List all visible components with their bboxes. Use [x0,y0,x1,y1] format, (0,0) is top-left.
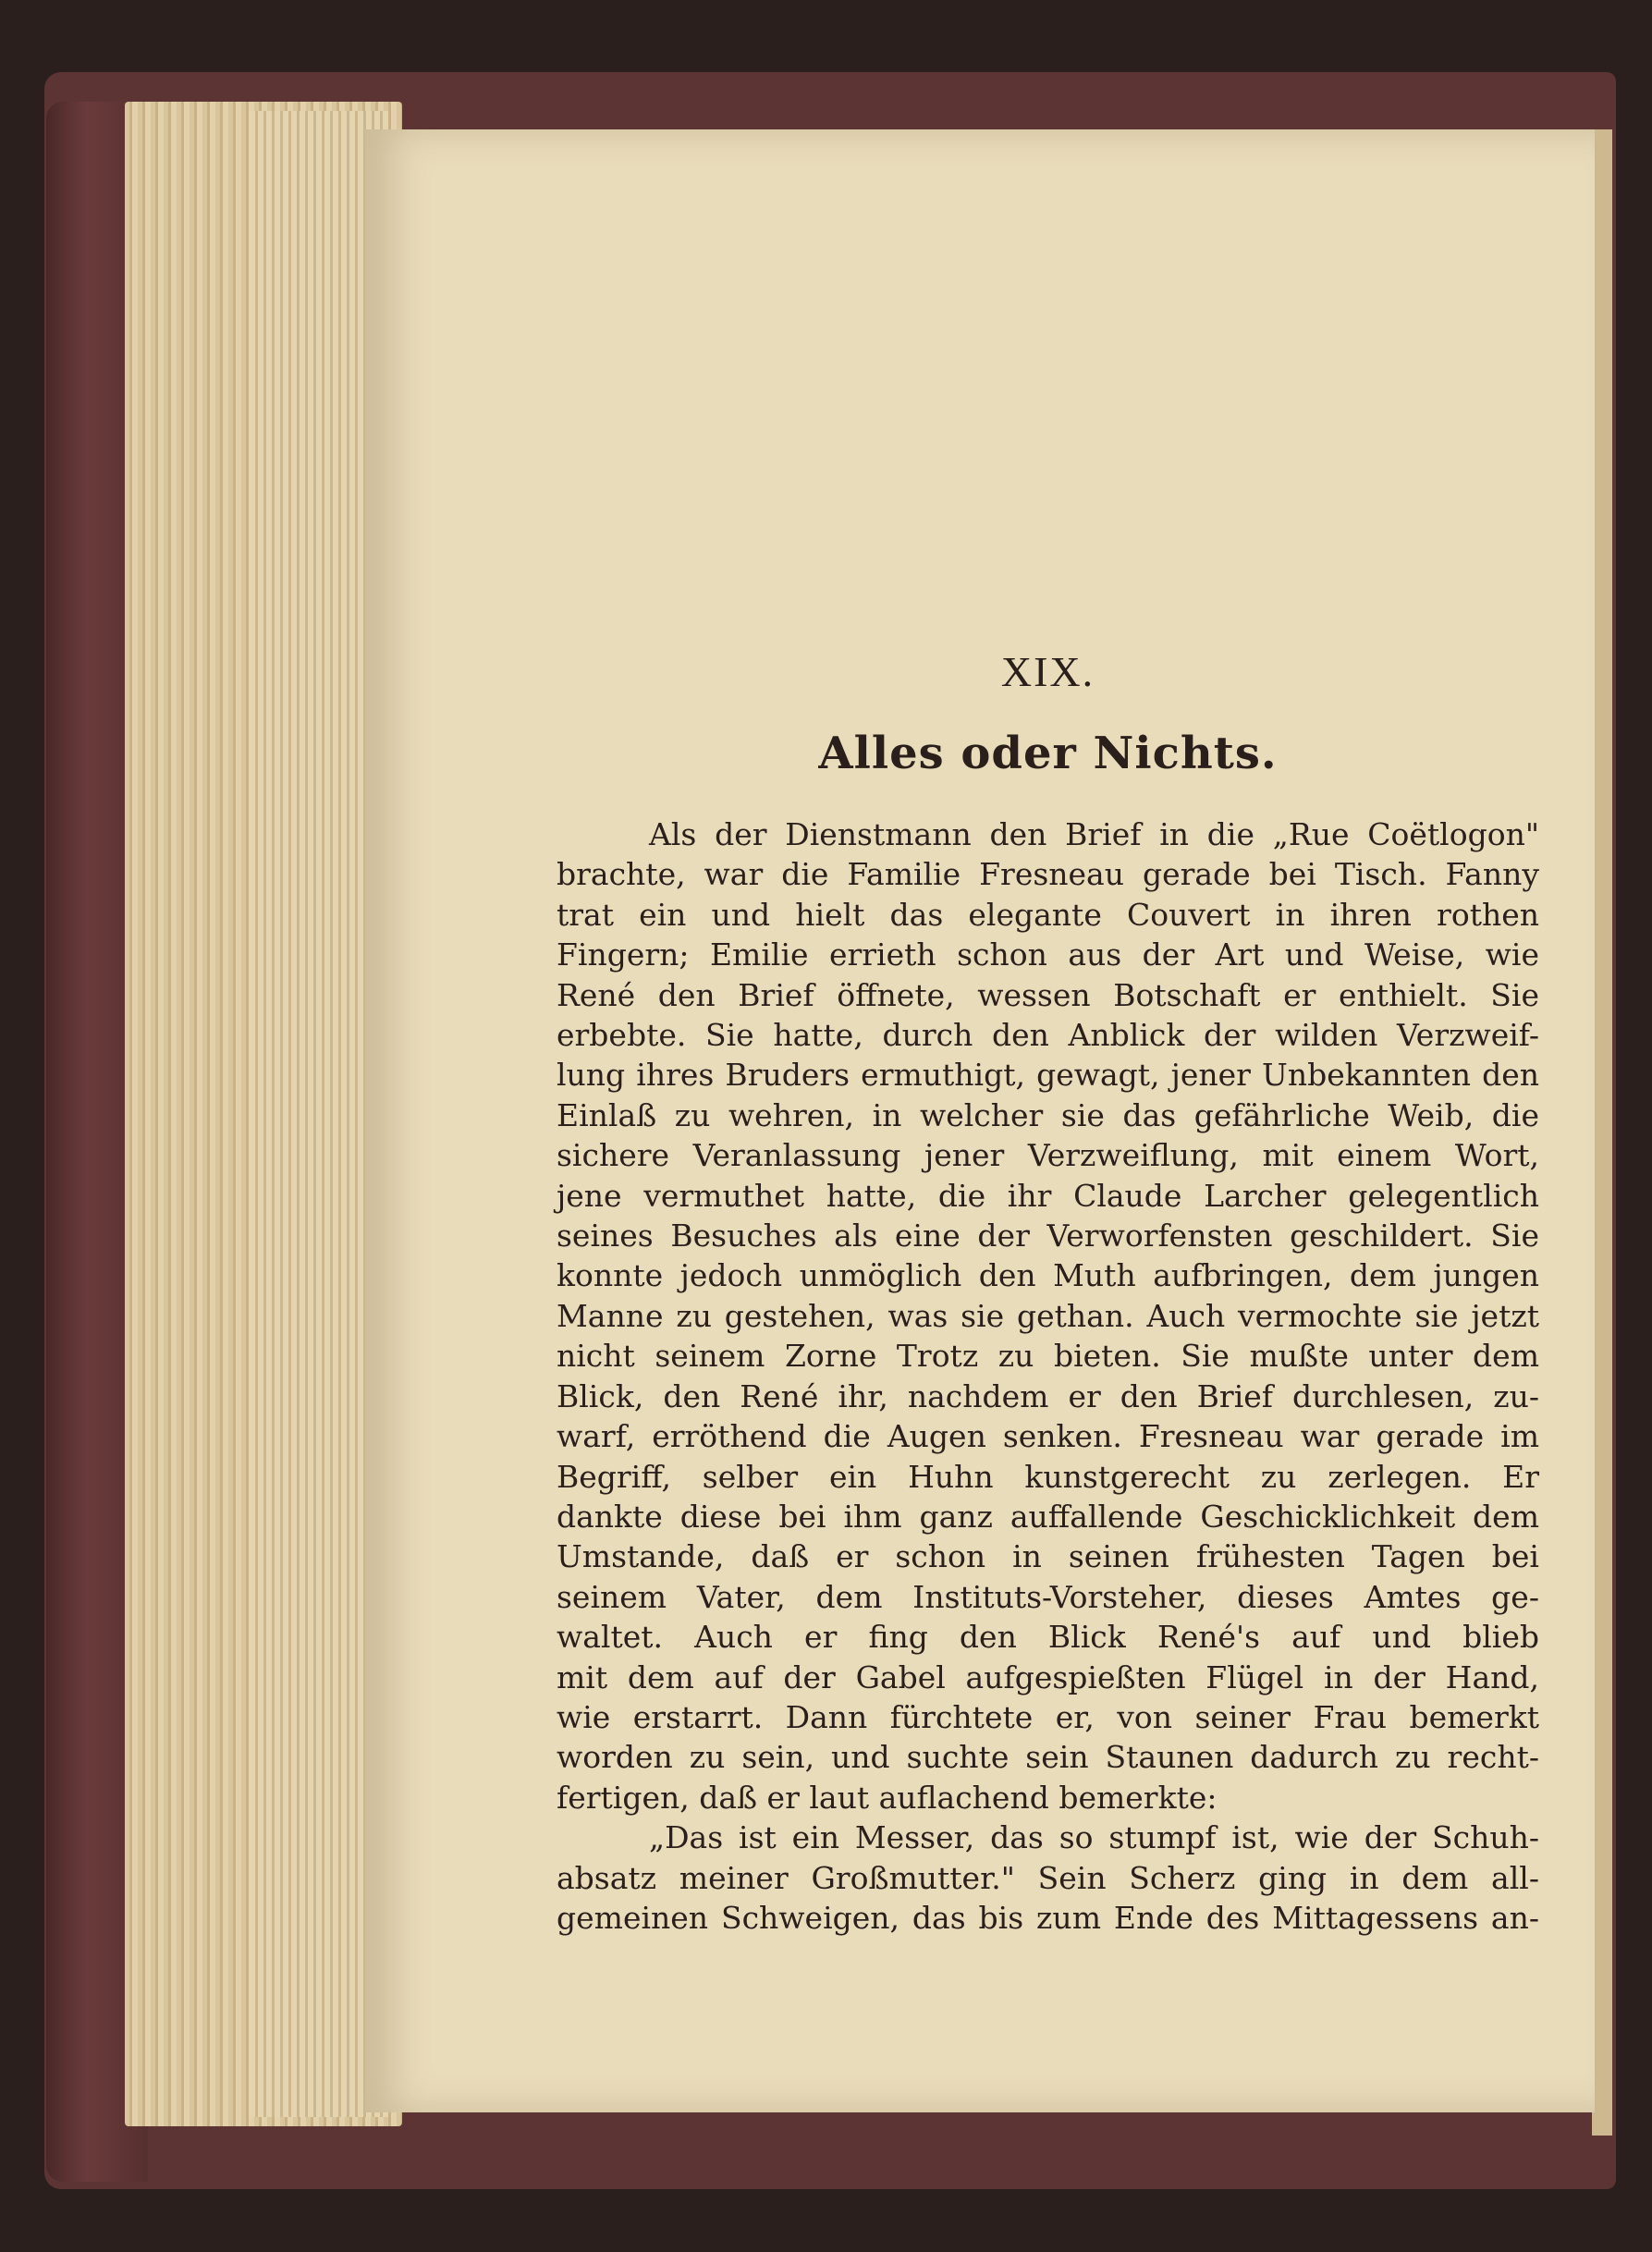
body-text [557,814,1539,1938]
text-line: mit dem auf der Gabel aufgespießten Flügel in der Hand, [557,1658,1539,1695]
text-line: wie erstarrt. Dann fürchtete er, von seiner Frau bemerkt [557,1698,1539,1735]
text-line: Einlaß zu wehren, in welcher sie das gefährliche Weib, die [557,1096,1539,1133]
text-line: Umstande, daß er schon in seinen frühesten Tagen bei [557,1538,1539,1575]
text-line: seinem Vater, dem Instituts-Vorsteher, dieses Amtes ge- [557,1578,1539,1615]
text-line: konnte jedoch unmöglich den Muth aufbringen, dem jungen [557,1257,1539,1294]
text-line: jene vermuthet hatte, die ihr Claude Larcher gelegentlich [557,1177,1539,1214]
page-edge-right [1592,129,1612,2136]
text-line: waltet. Auch er fing den Blick René's auf und blieb [557,1619,1539,1656]
text-line: Manne zu gestehen, was sie gethan. Auch vermochte sie jetzt [557,1297,1539,1334]
text-line: René den Brief öffnete, wessen Botschaft er enthielt. Sie [557,976,1539,1013]
page-text [557,647,1539,1938]
text-line: warf, erröthend die Augen senken. Fresneau war gerade im [557,1418,1539,1455]
text-line: absatz meiner Großmutter." Sein Scherz ging in dem all- [557,1859,1539,1896]
chapter-number: XIX. [1000,648,1095,695]
text-line: sichere Veranlassung jener Verzweiflung, mit einem Wort, [557,1137,1539,1174]
text-line: Begriff, selber ein Huhn kunstgerecht zu zerlegen. Er [557,1458,1539,1495]
text-line: worden zu sein, und suchte sein Staunen dadurch zu recht- [557,1739,1539,1776]
text-line: seines Besuches als eine der Verworfensten geschildert. Sie [557,1218,1539,1255]
text-line: brachte, war die Familie Fresneau gerade bei Tisch. Fanny [557,856,1539,893]
text-line: trat ein und hielt das elegante Couvert in ihren rothen [557,896,1539,933]
text-line: Fingern; Emilie errieth schon aus der Art und Weise, wie [557,936,1539,973]
text-line: fertigen, daß er laut auflachend bemerkte: [557,1779,1218,1816]
text-line: Blick, den René ihr, nachdem er den Brief durchlesen, zu- [557,1377,1539,1414]
text-line: gemeinen Schweigen, das bis zum Ende des Mittagessens an- [557,1899,1539,1936]
text-line: Als der Dienstmann den Brief in die „Rue Coëtlogon" [649,816,1539,852]
text-line: dankte diese bei ihm ganz auffallende Geschicklichkeit dem [557,1498,1539,1535]
text-line: lung ihres Bruders ermuthigt, gewagt, jener Unbekannten den [557,1057,1539,1094]
text-line: „Das ist ein Messer, das so stumpf ist, wie der Schuh- [649,1819,1539,1856]
chapter-title: Alles oder Nichts. [818,728,1278,779]
text-line: nicht seinem Zorne Trotz zu bieten. Sie mußte unter dem [557,1338,1539,1375]
text-line: erbebte. Sie hatte, durch den Anblick der wilden Verzweif- [557,1017,1539,1054]
